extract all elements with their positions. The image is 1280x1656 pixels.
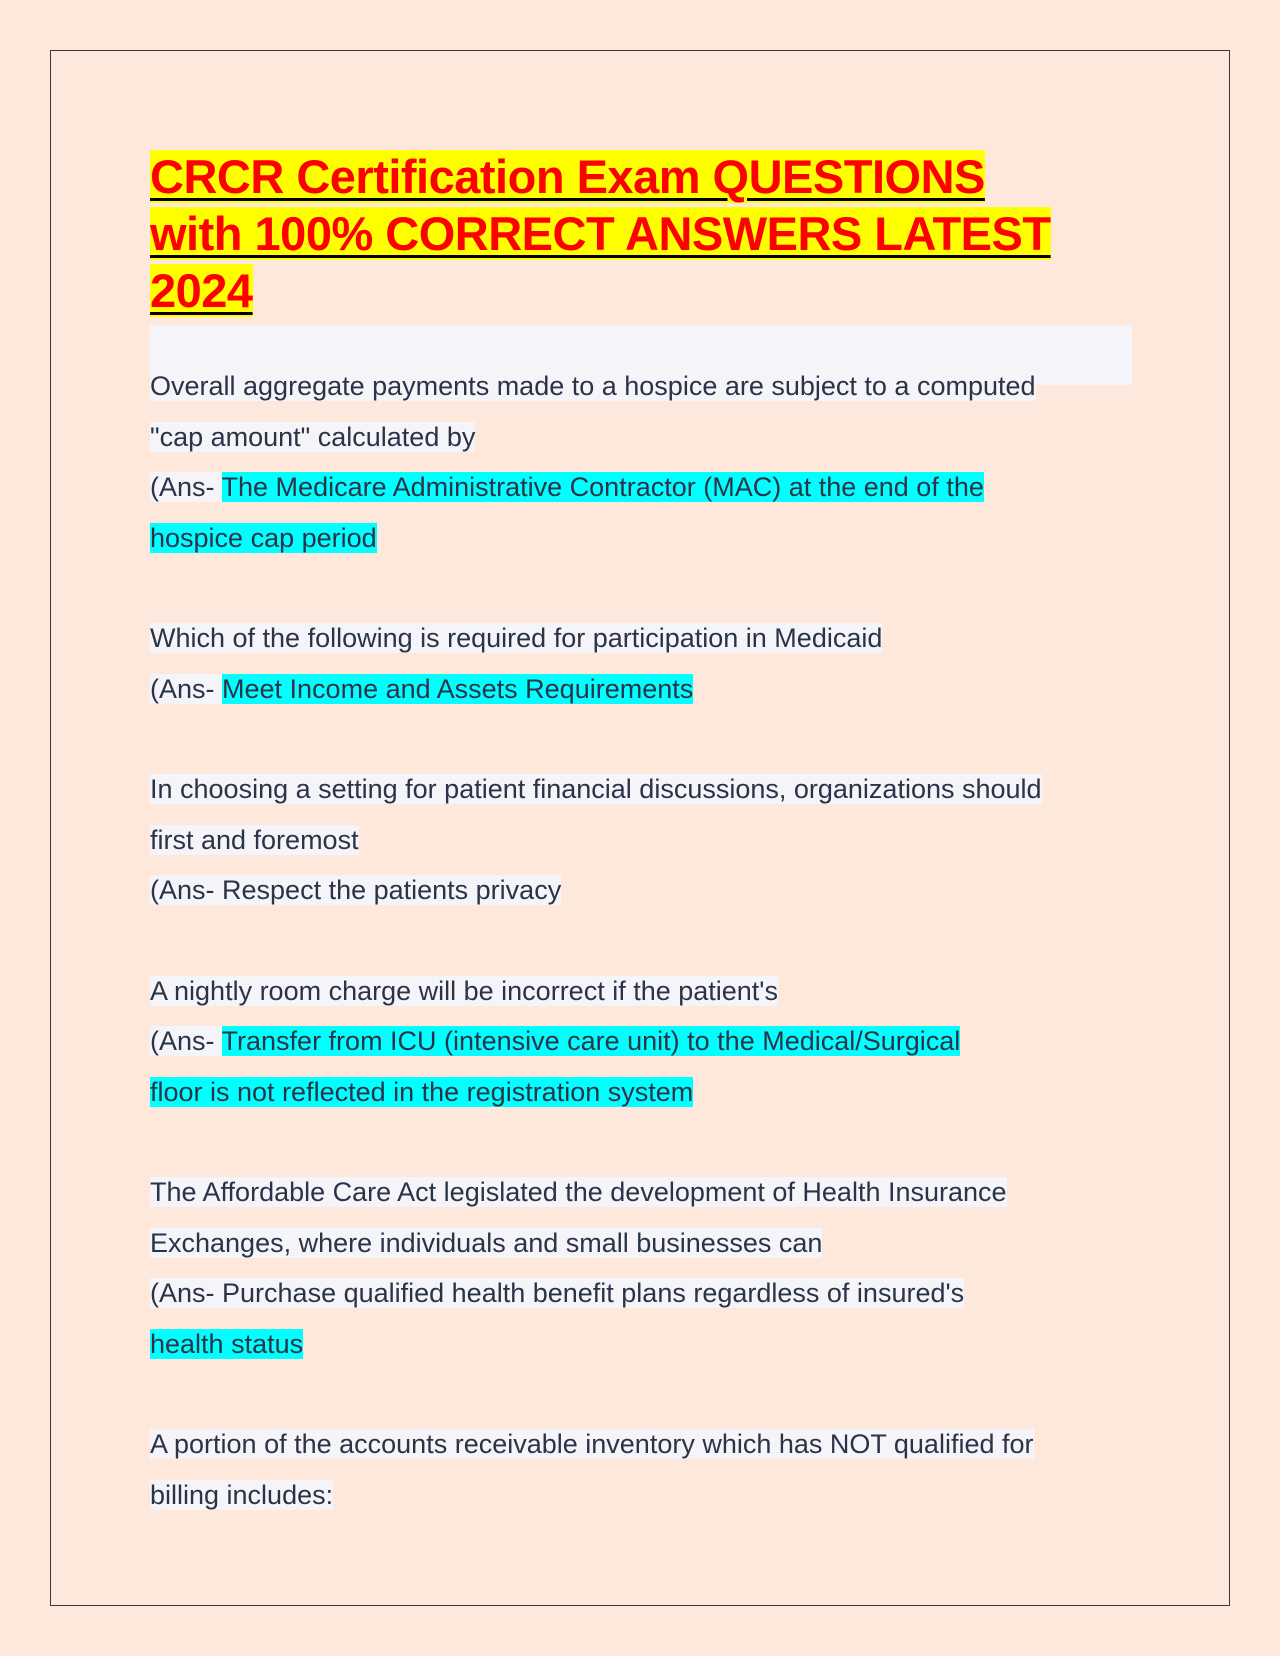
question-2-line-1: Which of the following is required for participation in Medicaid xyxy=(150,623,883,653)
question-6-line-1: A portion of the accounts receivable inventory which has NOT qualified for xyxy=(150,1429,1034,1459)
answer-3-line-1: Respect the patients privacy xyxy=(222,875,562,905)
answer-1-line-2: hospice cap period xyxy=(150,522,377,553)
answer-4-prefix: (Ans- xyxy=(150,1026,222,1056)
title-line-2: with 100% CORRECT ANSWERS LATEST xyxy=(150,207,1051,260)
question-5-line-1: The Affordable Care Act legislated the development of Health Insurance xyxy=(150,1177,1007,1207)
qa-item-1 xyxy=(150,361,1150,563)
question-6-line-2: billing includes: xyxy=(150,1479,334,1510)
answer-5-line-2: health status xyxy=(150,1328,304,1359)
answer-3-prefix: (Ans- xyxy=(150,875,223,905)
answer-5-line-1: Purchase qualified health benefit plans regardless of insured's xyxy=(222,1278,965,1308)
document-body xyxy=(150,148,1150,1520)
answer-2-line-1: Meet Income and Assets Requirements xyxy=(222,673,694,704)
answer-5-prefix: (Ans- xyxy=(150,1278,223,1308)
answer-2-prefix: (Ans- xyxy=(150,673,223,704)
qa-item-2 xyxy=(150,613,1150,714)
question-3-line-2: first and foremost xyxy=(150,824,359,855)
qa-item-3 xyxy=(150,764,1150,916)
question-4-line-1: A nightly room charge will be incorrect if the patient's xyxy=(150,975,778,1006)
question-5-line-2: Exchanges, where individuals and small businesses can xyxy=(150,1227,823,1258)
answer-1-prefix: (Ans- xyxy=(150,472,222,502)
qa-item-5 xyxy=(150,1167,1150,1369)
answer-4-line-1: Transfer from ICU (intensive care unit) to the Medical/Surgical xyxy=(221,1026,961,1056)
question-3-line-1: In choosing a setting for patient financial discussions, organizations should xyxy=(150,774,1042,804)
question-1-line-1: Overall aggregate payments made to a hospice are subject to a computed xyxy=(150,371,1036,401)
qa-item-4 xyxy=(150,966,1150,1118)
title-line-3: 2024 xyxy=(150,264,253,317)
qa-item-6 xyxy=(150,1419,1150,1520)
document-title xyxy=(150,148,1150,319)
answer-1-line-1: The Medicare Administrative Contractor (MAC) at the end of the xyxy=(221,472,984,502)
answer-4-line-2: floor is not reflected in the registration system xyxy=(150,1076,694,1107)
title-line-1: CRCR Certification Exam QUESTIONS xyxy=(150,150,985,203)
question-1-line-2: "cap amount" calculated by xyxy=(150,421,476,452)
